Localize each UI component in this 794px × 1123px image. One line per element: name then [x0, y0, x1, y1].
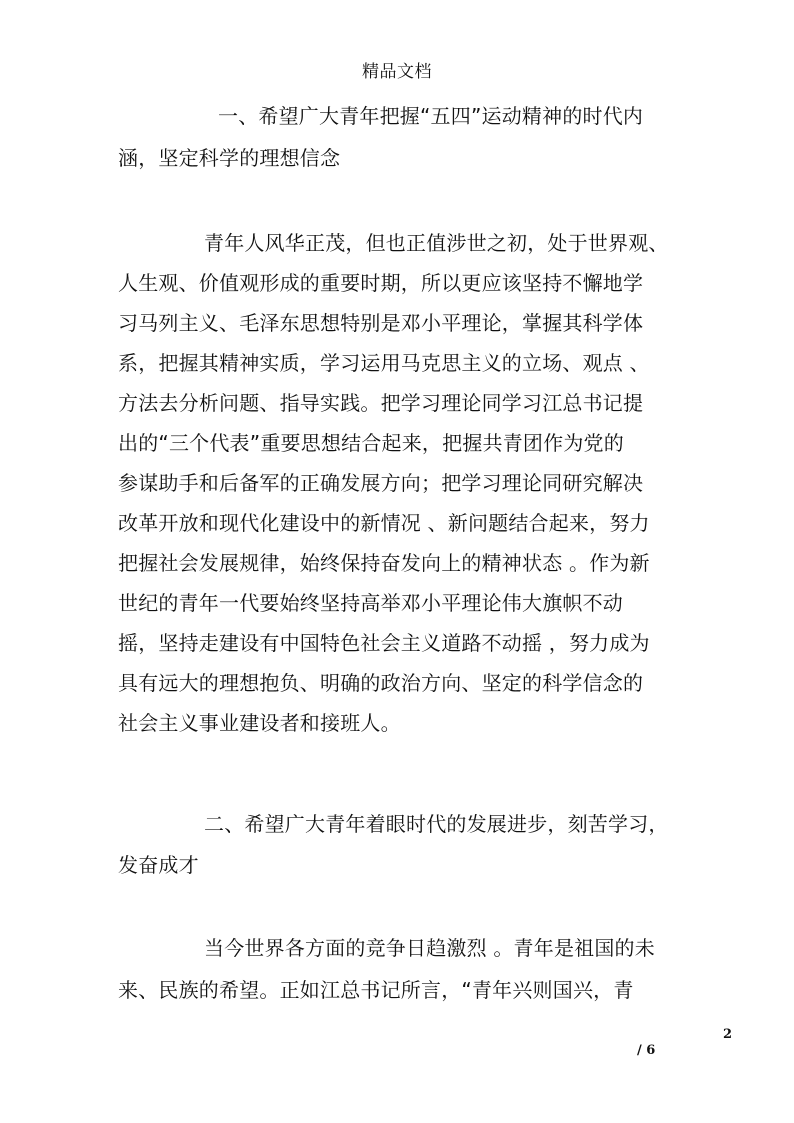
- paragraph-line: 习马列主义、毛泽东思想特别是邓小平理论，掌握其科学体: [118, 311, 644, 335]
- paragraph-line: 青年人风华正茂，但也正值涉世之初，处于世界观、: [204, 231, 669, 255]
- paragraph-line: 人生观、价值观形成的重要时期，所以更应该坚持不懈地学: [118, 271, 644, 295]
- paragraph-line: 社会主义事业建设者和接班人。: [118, 711, 401, 735]
- section-heading-line: 涵，坚定科学的理想信念: [118, 146, 341, 170]
- paragraph-line: 具有远大的理想抱负、明确的政治方向、坚定的科学信念的: [118, 671, 644, 695]
- paragraph-line: 世纪的青年一代要始终坚持高举邓小平理论伟大旗帜不动: [118, 591, 623, 615]
- paragraph-line: 出的“三个代表”重要思想结合起来，把握共青团作为党的: [118, 431, 624, 455]
- page-header-title: 精品文档: [362, 62, 432, 82]
- paragraph-line: 改革开放和现代化建设中的新情况 、新问题结合起来，努力: [118, 511, 650, 535]
- section-heading-line: 发奋成才: [118, 853, 199, 877]
- page-total: / 6: [637, 1043, 656, 1058]
- paragraph-line: 系，把握其精神实质，学习运用马克思主义的立场、观点 、: [118, 351, 650, 375]
- page-number: 2: [722, 1027, 732, 1042]
- paragraph-line: 来、民族的希望。正如江总书记所言，“青年兴则国兴，青: [118, 978, 634, 1002]
- paragraph-line: 参谋助手和后备军的正确发展方向；把学习理论同研究解决: [118, 471, 644, 495]
- paragraph-line: 当今世界各方面的竞争日趋激烈 。青年是祖国的未: [204, 936, 655, 960]
- section-heading-line: 二、希望广大青年着眼时代的发展进步，刻苦学习，: [204, 812, 669, 836]
- paragraph-line: 把握社会发展规律，始终保持奋发向上的精神状态 。作为新: [118, 551, 650, 575]
- section-heading-line: 一、希望广大青年把握“五四”运动精神的时代内: [218, 104, 644, 128]
- paragraph-line: 方法去分析问题、指导实践。把学习理论同学习江总书记提: [118, 391, 644, 415]
- paragraph-line: 摇，坚持走建设有中国特色社会主义道路不动摇 ，努力成为: [118, 631, 650, 655]
